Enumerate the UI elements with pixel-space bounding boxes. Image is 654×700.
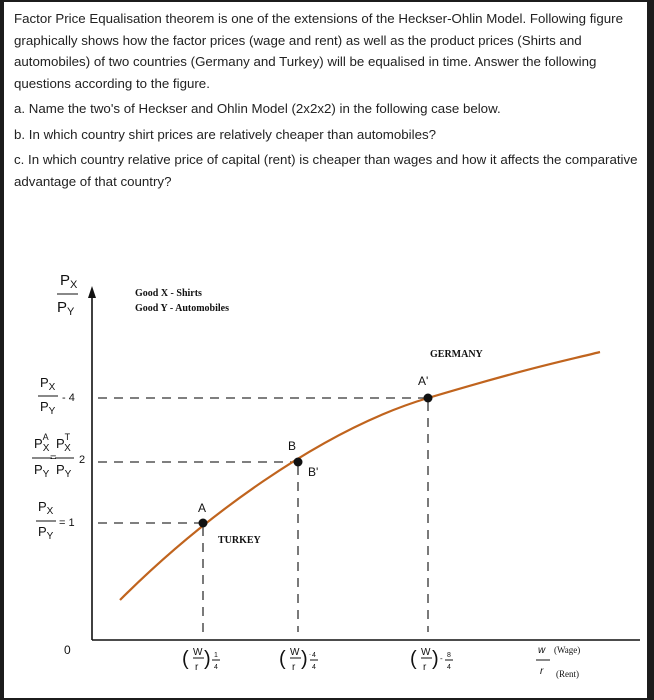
svg-text:PY: $P_Y$ xyxy=(34,462,50,480)
point-b-prime-label: B' xyxy=(308,465,319,479)
origin-label: 0 xyxy=(64,643,71,657)
svg-text:): ) xyxy=(301,648,308,670)
question-intro: Factor Price Equalisation theorem is one of the extensions of the Heckser-Ohlin Model. Following figure graphically shows how the factor prices (wage and rent) as well as the product prices (Shirts and automobiles) of two countries (Germany and Turkey) will be equalised in time. Answer the following questions according to the figure. xyxy=(14,11,624,91)
svg-text:(Rent): (Rent) xyxy=(556,669,579,679)
svg-text:4: 4 xyxy=(312,664,316,671)
svg-text:- 4: - 4 xyxy=(62,392,75,404)
question-c: c. In which country relative price of capital (rent) is cheaper than wages and how it affects the comparative advantage of that country? xyxy=(14,152,638,189)
svg-text:W: W xyxy=(193,647,203,658)
guide-lines xyxy=(98,398,428,632)
y-axis-arrow xyxy=(88,286,96,298)
svg-text:4: 4 xyxy=(447,664,451,671)
svg-text:r: r xyxy=(423,662,427,673)
svg-text:(: ( xyxy=(410,648,417,670)
legend-good-x: Good X - Shirts xyxy=(135,288,202,299)
y-tick-1 xyxy=(36,499,75,542)
svg-text:PY: $P_Y$ xyxy=(40,399,56,417)
y-label-den: $P_Y$ xyxy=(57,299,75,318)
svg-text:(: ( xyxy=(279,648,286,670)
svg-text:PY: $P_Y$ xyxy=(38,524,54,542)
price-curve xyxy=(120,352,600,600)
svg-text:(Wage): (Wage) xyxy=(554,645,581,655)
y-tick-4 xyxy=(38,375,75,417)
svg-text:r: r xyxy=(195,662,199,673)
svg-text:(: ( xyxy=(182,648,189,670)
x-axis-label xyxy=(536,645,580,679)
svg-text:.: . xyxy=(309,650,311,657)
svg-text:): ) xyxy=(432,648,439,670)
svg-text:PX: $P_X$ xyxy=(38,499,54,517)
svg-text:8: 8 xyxy=(447,652,451,659)
svg-text:4: 4 xyxy=(312,652,316,659)
point-a-prime xyxy=(424,394,433,403)
legend-good-y: Good Y - Automobiles xyxy=(135,303,229,314)
svg-text:-: - xyxy=(440,654,443,663)
x-tick-4 xyxy=(279,647,318,673)
svg-text:PAX: $P^A$ X xyxy=(34,432,50,454)
svg-text:PX: $P_X$ xyxy=(40,375,56,393)
svg-text:1: 1 xyxy=(214,652,218,659)
svg-text:2: 2 xyxy=(79,454,86,466)
svg-text:PY: $P_Y$ xyxy=(56,462,72,480)
point-a-label: A xyxy=(198,501,207,515)
point-b-label: B xyxy=(288,439,297,453)
x-tick-1 xyxy=(182,647,220,673)
y-tick-2 xyxy=(32,432,85,480)
point-a-prime-label: A' xyxy=(418,374,429,388)
question-b: b. In which country shirt prices are relatively cheaper than automobiles? xyxy=(14,126,437,142)
svg-text:W: W xyxy=(421,647,431,658)
germany-label: GERMANY xyxy=(430,349,483,360)
x-tick-8 xyxy=(410,647,453,673)
svg-text:): ) xyxy=(204,648,211,670)
point-a xyxy=(199,519,208,528)
svg-text:w: w xyxy=(538,645,546,656)
svg-text:W: W xyxy=(290,647,300,658)
svg-text:=: = xyxy=(50,452,57,464)
svg-text:= 1: = 1 xyxy=(59,517,75,529)
svg-text:r: r xyxy=(540,666,544,677)
point-b xyxy=(294,458,303,467)
y-label-num: $P_X$ xyxy=(60,272,78,291)
question-a: a. Name the two's of Heckser and Ohlin Model (2x2x2) in the following case below. xyxy=(14,101,501,116)
svg-text:r: r xyxy=(292,662,296,673)
svg-text:4: 4 xyxy=(214,664,218,671)
turkey-label: TURKEY xyxy=(218,535,261,546)
svg-text:PTX: $P^T$ X xyxy=(56,432,71,454)
